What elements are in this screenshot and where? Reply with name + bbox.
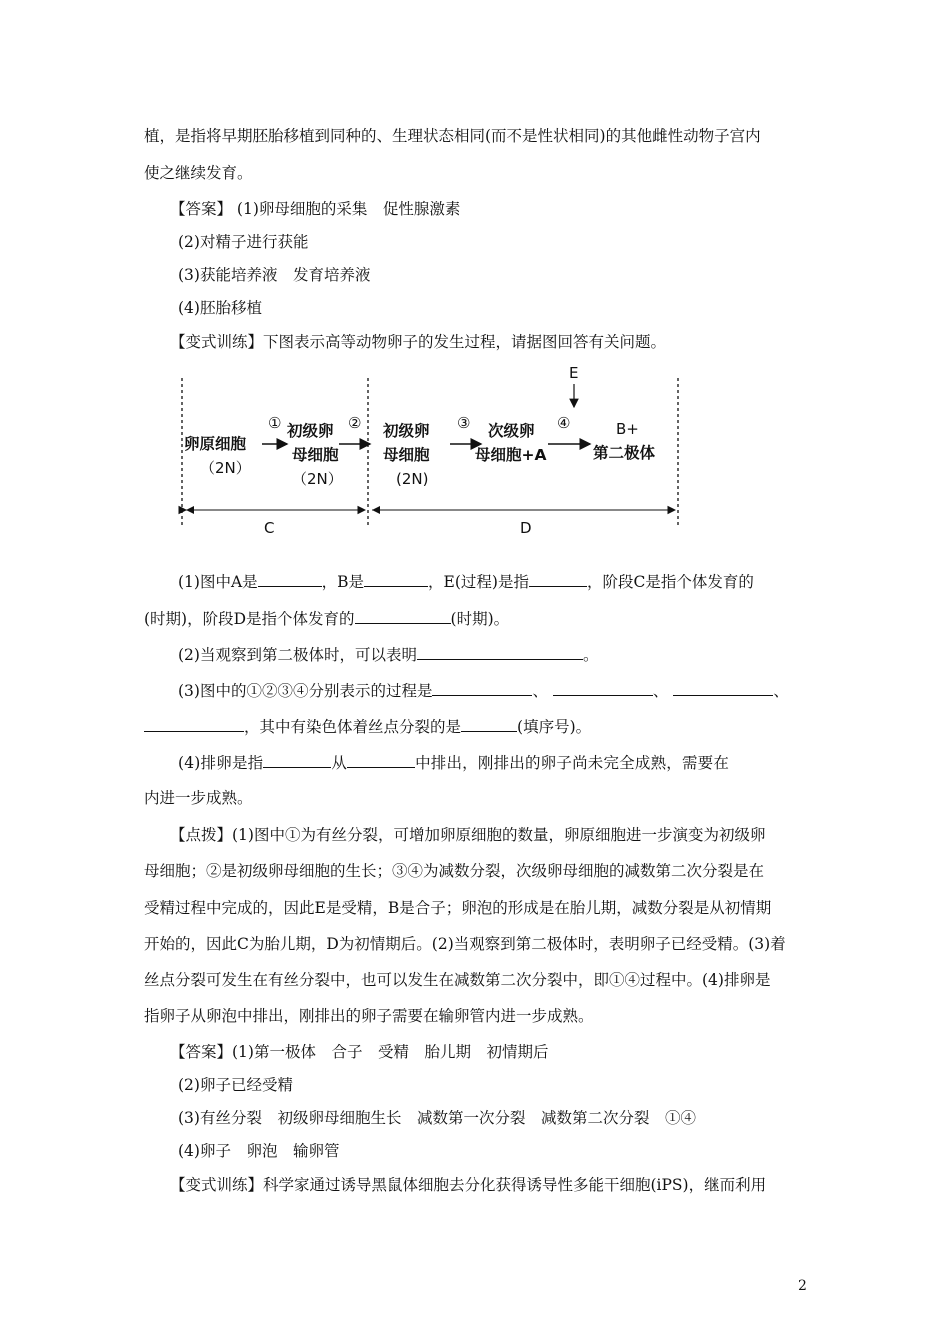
step-2-label: ② — [348, 414, 362, 432]
answer-blank[interactable] — [364, 571, 428, 587]
answer-blank[interactable] — [258, 571, 322, 587]
question-1-line-1 — [178, 571, 754, 592]
answer-blank[interactable] — [347, 752, 415, 768]
hint-line: 开始的，因此C为胎儿期，D为初情期后。(2)当观察到第二极体时，表明卵子已经受精。(3)着 — [144, 935, 786, 953]
primary-oocyte-ploidy-2: (2N) — [396, 470, 429, 488]
separator: 、 — [532, 682, 548, 700]
question-3-line-1 — [178, 680, 789, 701]
separator: 、 — [773, 682, 789, 700]
hint-line: 指卵子从卵泡中排出，刚排出的卵子需要在输卵管内进一步成熟。 — [144, 1007, 594, 1025]
answer-blank[interactable] — [355, 608, 451, 624]
answer-blank[interactable] — [553, 680, 653, 696]
question-text: (时期)，阶段D是指个体发育的 — [144, 610, 355, 628]
hint-line: 母细胞；②是初级卵母细胞的生长；③④为减数分裂，次级卵母细胞的减数第二次分裂是在 — [144, 862, 765, 880]
answer-line: (2)对精子进行获能 — [178, 233, 309, 251]
text-line: 植，是指将早期胚胎移植到同种的、生理状态相同(而不是性状相同)的其他雌性动物子宫内 — [144, 127, 761, 145]
step-4-label: ④ — [557, 414, 571, 432]
primary-oocyte-label-1: 初级卵 — [287, 422, 334, 440]
secondary-oocyte-label: 次级卵 — [488, 422, 535, 440]
primary-oocyte-label-2: 初级卵 — [383, 422, 430, 440]
question-text: (1)图中A是 — [178, 573, 258, 591]
question-text: (4)排卵是指 — [178, 754, 264, 772]
label-e: E — [569, 364, 579, 382]
answer-blank[interactable] — [461, 716, 517, 732]
answer-blank[interactable] — [432, 680, 532, 696]
text-line: 使之继续发育。 — [144, 164, 253, 182]
question-2 — [178, 644, 598, 665]
result-label: B+ — [616, 420, 639, 438]
question-text: ，其中有染色体着丝点分裂的是 — [244, 718, 462, 736]
question-4-line-1 — [178, 752, 729, 773]
stage-d-label: D — [520, 519, 532, 537]
answer-line: (2)卵子已经受精 — [178, 1076, 293, 1094]
answer-label-line: 【答案】(1)第一极体 合子 受精 胎儿期 初情期后 — [170, 1043, 549, 1061]
hint-line: 受精过程中完成的，因此E是受精，B是合子；卵泡的形成是在胎儿期，减数分裂是从初情期 — [144, 899, 772, 917]
second-polar-body-label: 第二极体 — [593, 444, 656, 462]
primary-oocyte-label-1b: 母细胞 — [292, 446, 339, 464]
answer-blank[interactable] — [144, 716, 244, 732]
page-number: 2 — [798, 1278, 807, 1294]
question-text: ，B是 — [321, 573, 365, 591]
hint-line: 【点拨】(1)图中①为有丝分裂，可增加卵原细胞的数量，卵原细胞进一步演变为初级卵 — [170, 826, 766, 844]
step-3-label: ③ — [457, 414, 471, 432]
question-text: 。 — [582, 646, 599, 664]
primary-oocyte-ploidy-1: （2N） — [292, 470, 343, 488]
answer-blank[interactable] — [417, 644, 583, 660]
answer-blank[interactable] — [673, 680, 773, 696]
question-text: ，阶段C是指个体发育的 — [586, 573, 754, 591]
question-text: (3)图中的①②③④分别表示的过程是 — [178, 682, 433, 700]
primary-oocyte-label-2b: 母细胞 — [383, 446, 430, 464]
separator: 、 — [652, 682, 669, 700]
question-text: (2)当观察到第二极体时，可以表明 — [178, 646, 417, 664]
answer-line: (3)获能培养液 发育培养液 — [178, 266, 371, 284]
question-text: (填序号)。 — [517, 718, 592, 736]
stage-c-label: C — [264, 519, 275, 537]
answer-line: (4)胚胎移植 — [178, 299, 262, 317]
question-text: ，E(过程)是指 — [428, 573, 529, 591]
answer-line: (4)卵子 卵泡 输卵管 — [178, 1142, 340, 1160]
secondary-oocyte-label-b: 母细胞+A — [475, 446, 547, 464]
oogonium-ploidy: （2N） — [200, 459, 251, 477]
exercise-heading: 【变式训练】下图表示高等动物卵子的发生过程，请据图回答有关问题。 — [170, 333, 667, 351]
exercise-heading: 【变式训练】科学家通过诱导黑鼠体细胞去分化获得诱导性多能干细胞(iPS)，继而利用 — [170, 1176, 767, 1194]
question-text: 中排出，刚排出的卵子尚未完全成熟，需要在 — [415, 754, 730, 772]
oogonium-label: 卵原细胞 — [184, 435, 247, 453]
question-4-line-2: 内进一步成熟。 — [144, 789, 253, 807]
answer-blank[interactable] — [529, 571, 587, 587]
question-text: 从 — [331, 754, 348, 772]
question-text: (时期)。 — [450, 610, 510, 628]
answer-label-line: 【答案】 (1)卵母细胞的采集 促性腺激素 — [170, 200, 461, 218]
step-1-label: ① — [268, 414, 282, 432]
answer-blank[interactable] — [263, 752, 331, 768]
hint-line: 丝点分裂可发生在有丝分裂中，也可以发生在减数第二次分裂中，即①④过程中。(4)排卵是 — [144, 971, 771, 989]
question-1-line-2 — [144, 608, 509, 629]
oogenesis-diagram — [170, 360, 690, 540]
answer-line: (3)有丝分裂 初级卵母细胞生长 减数第一次分裂 减数第二次分裂 ①④ — [178, 1109, 696, 1127]
question-3-line-2 — [144, 716, 591, 737]
